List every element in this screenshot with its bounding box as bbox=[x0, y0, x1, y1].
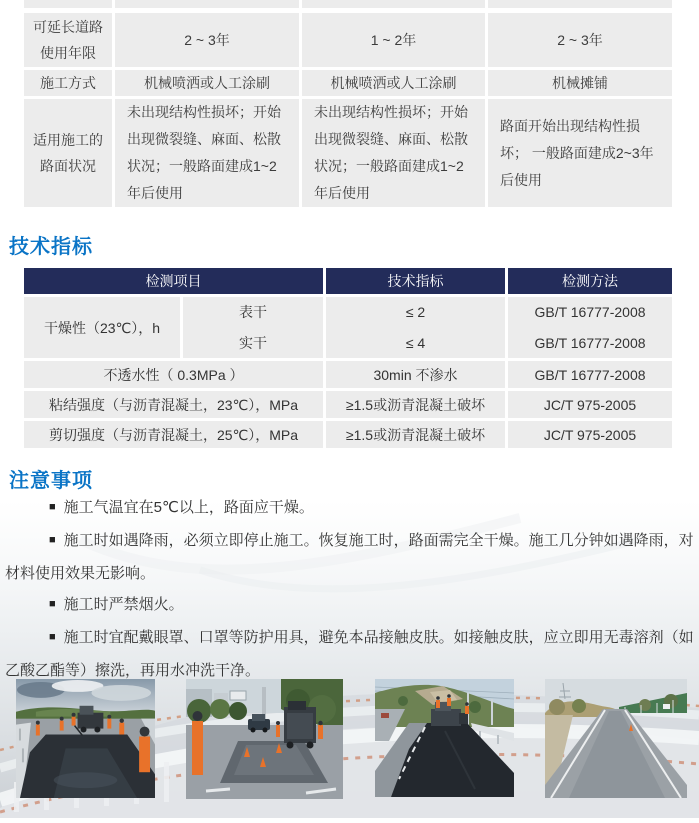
spec-cell: 2 ~ 3年 bbox=[115, 13, 299, 67]
tech-row-method: GB/T 16777-2008 bbox=[508, 361, 672, 388]
photo-strip bbox=[16, 679, 687, 800]
spec-cell: 机械喷洒或人工涂刷 bbox=[302, 70, 485, 96]
spec-cell: 机械喷洒或人工涂刷 bbox=[115, 70, 299, 96]
tech-row-method: JC/T 975-2005 bbox=[508, 421, 672, 448]
bullet-square-icon: ■ bbox=[49, 534, 56, 546]
tech-row-method: JC/T 975-2005 bbox=[508, 391, 672, 418]
tech-col-header: 检测项目 bbox=[24, 268, 323, 294]
photo-crew-seal-spraying bbox=[16, 679, 155, 798]
section-title-tech: 技术指标 bbox=[9, 236, 93, 258]
section-title-notes: 注意事项 bbox=[9, 470, 93, 492]
cutoff-table-row bbox=[24, 0, 675, 8]
tech-row-label: 粘结强度（与沥青混凝土，23℃），MPa bbox=[24, 391, 323, 418]
notes-list bbox=[5, 492, 697, 686]
spec-cell: 机械摊铺 bbox=[488, 70, 672, 96]
tech-col-header: 技术指标 bbox=[326, 268, 505, 294]
bullet-square-icon: ■ bbox=[49, 598, 56, 610]
spec-cell: 未出现结构性损坏；开始出现微裂缝、麻面、松散状况；一般路面建成1~2年后使用 bbox=[115, 99, 299, 207]
spec-row-label: 可延长道路 使用年限 bbox=[24, 13, 112, 67]
spec-cell: 1 ~ 2年 bbox=[302, 13, 485, 67]
tech-col-header: 检测方法 bbox=[508, 268, 672, 294]
note-item: ■ 施工时如遇降雨，必须立即停止施工。恢复施工时，路面需完全干燥。施工几分钟如遇降雨，对材料使用效果无影响。 bbox=[5, 532, 694, 582]
note-item: ■ 施工时宜配戴眼罩、口罩等防护用具，避免本品接触皮肤。如接触皮肤，应立即用无毒溶剂（如乙酸乙酯等）擦洗，再用水冲洗干净。 bbox=[5, 629, 694, 679]
bullet-square-icon: ■ bbox=[49, 631, 56, 643]
spec-cell: 未出现结构性损坏；开始出现微裂缝、麻面、松散状况；一般路面建成1~2年后使用 bbox=[302, 99, 485, 207]
tech-subrow-values: ≤ 2 ≤ 4 bbox=[326, 297, 505, 358]
spec-table bbox=[24, 13, 672, 207]
tech-row-label: 干燥性（23℃），h bbox=[24, 297, 180, 358]
note-item: ■ 施工气温宜在5℃以上，路面应干燥。 bbox=[49, 499, 314, 516]
photo-highway-paving-machine bbox=[375, 679, 514, 797]
tech-row-value: ≥1.5或沥青混凝土破坏 bbox=[326, 421, 505, 448]
tech-table bbox=[24, 268, 672, 448]
tech-row-label: 剪切强度（与沥青混凝土，25℃），MPa bbox=[24, 421, 323, 448]
tech-subrow-names: 表干 实干 bbox=[183, 297, 323, 358]
spec-row-label: 适用施工的 路面状况 bbox=[24, 99, 112, 207]
spec-cell: 路面开始出现结构性损坏； 一般路面建成2~3年后使用 bbox=[488, 99, 672, 207]
tech-row-label: 不透水性（ 0.3MPa ） bbox=[24, 361, 323, 388]
tech-row-value: 30min 不渗水 bbox=[326, 361, 505, 388]
tech-row-value: ≥1.5或沥青混凝土破坏 bbox=[326, 391, 505, 418]
spec-cell: 2 ~ 3年 bbox=[488, 13, 672, 67]
note-item: ■ 施工时严禁烟火。 bbox=[49, 596, 184, 613]
bullet-square-icon: ■ bbox=[49, 501, 56, 513]
photo-street-maintenance-truck bbox=[186, 679, 343, 799]
spec-row-label: 施工方式 bbox=[24, 70, 112, 96]
tech-subrow-methods: GB/T 16777-2008 GB/T 16777-2008 bbox=[508, 297, 672, 358]
photo-finished-road bbox=[545, 679, 687, 798]
